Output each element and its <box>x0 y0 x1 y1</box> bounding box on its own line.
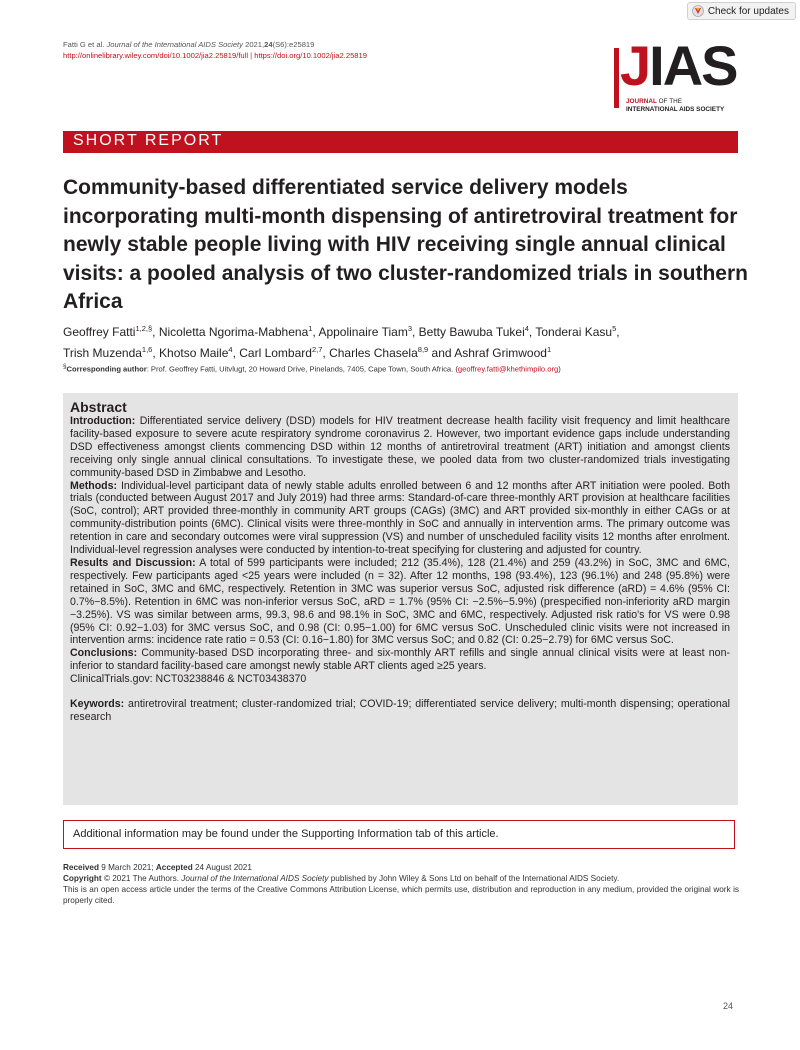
author: Betty Bawuba Tukei$^4$, <box>418 324 536 339</box>
abstract-content <box>70 399 730 724</box>
section-label: SHORT REPORT <box>73 132 224 149</box>
author: Geoffrey Fatti$^{1,2,\S}$, <box>63 324 159 339</box>
check-for-updates-label: Check for updates <box>707 5 789 17</box>
jias-logo <box>606 34 741 116</box>
supporting-info-text: Additional information may be found under the Supporting Information tab of this article. <box>73 828 499 840</box>
check-for-updates-button[interactable] <box>687 2 796 20</box>
link-separator: | <box>248 51 255 60</box>
logo-wordmark: JIAS <box>620 34 737 97</box>
citation-issue: (S6):e25819 <box>272 40 315 49</box>
author: Nicoletta Ngorima-Mabhena$^1$, <box>158 324 319 339</box>
author: Tonderai Kasu$^5$, <box>535 324 620 339</box>
crossmark-icon <box>692 5 704 17</box>
author: Trish Muzenda$^{1,6}$, <box>63 345 160 360</box>
corresponding-address: : Prof. Geoffrey Fatti, Uitvlugt, 20 Howard Drive, Pinelands, 7405, Cape Town, South Africa. ( <box>146 364 458 374</box>
copyright-line: Copyright © 2021 The Authors. Journal of the International AIDS Society published by John Wiley & Sons Ltd on behalf of the International AIDS Society. <box>63 874 620 883</box>
trial-registration: ClinicalTrials.gov: NCT03238846 & NCT03438370 <box>70 673 307 686</box>
author: Appolinaire Tiam$^3$, <box>318 324 419 339</box>
logo-subtitle: JOURNAL OF THE INTERNATIONAL AIDS SOCIETY <box>626 98 725 113</box>
citation-journal: Journal of the International AIDS Society <box>106 40 243 49</box>
article-url-link[interactable]: http://onlinelibrary.wiley.com/doi/10.1002/jia2.25819/full <box>63 51 249 60</box>
abstract-results: Results and Discussion: A total of 599 participants were included; 212 (35.4%), 128 (21.4%) and 259 (43.2%) in SoC, 3MC and 6MC, respectively. Few participants aged <25 years were included (n = 32). After 12 months, 198 (93.4%), 123 (96.1%) and 248 (95.8%) were retained in SoC, 3MC and 6MC, respectively. Retention in 3MC was superior versus SoC, adjusted risk difference (aRD) = 4.6% (95% CI: 0.7%−8.5%). Retention in 6MC was non-inferior versus SoC, aRD = 1.7% (95% CI: −2.5%−5.9%) (prespecified non-inferiority aRD margin −3.25%). VS was similar between arms, 99.3, 98.6 and 98.1% in SoC, 3MC and 6MC, respectively. Adjusted risk ratio's for VS were 0.98 (95% CI: 0.92−1.03) for 3MC versus SoC, and 0.98 (CI: 0.95−1.00) for 6MC versus SoC. Unscheduled clinic visits were not increased in intervention arms: incidence rate ratio = 0.53 (CI: 0.16−1.80) for 3MC versus SoC; and 0.82 (CI: 0.25−2.79) for 6MC versus SoC. <box>70 556 730 647</box>
doi-link[interactable]: https://doi.org/10.1002/jia2.25819 <box>254 51 367 60</box>
dates-line: Received 9 March 2021; Accepted 24 August 2021 <box>63 863 252 872</box>
corresponding-label: Corresponding author <box>66 364 147 374</box>
citation-links <box>63 50 367 61</box>
author: Ashraf Grimwood$^1$ <box>454 345 552 360</box>
keywords: Keywords: antiretroviral treatment; cluster-randomized trial; COVID-19; differentiated service delivery; multi-month dispensing; operational research <box>70 698 730 723</box>
logo-accent-bar <box>614 48 619 108</box>
supporting-info-notice <box>63 820 735 849</box>
citation-authors: Fatti G et al. <box>63 40 105 49</box>
article-title: Community-based differentiated service delivery models incorporating multi-month dispensing of antiretroviral treatment for newly stable people living with HIV receiving single annual clinical visits: a pooled analysis of two cluster-randomized trials in southern Africa <box>63 176 748 313</box>
author: Khotso Maile$^4$, <box>159 345 240 360</box>
page-number: 24 <box>723 1001 734 1011</box>
abstract-heading: Abstract <box>70 399 127 415</box>
corresponding-mark: § <box>63 363 67 370</box>
article-footer <box>63 862 739 906</box>
author: Carl Lombard$^{2,7}$, <box>239 345 330 360</box>
citation-line <box>63 39 367 50</box>
abstract-conclusions: Conclusions: Community-based DSD incorporating three- and six-monthly ART refills and single annual clinical visits were at least non-inferior to standard facility-based care amongst newly stable ART clients aged ≥25 years. <box>70 647 730 673</box>
author: Charles Chasela$^{8,9}$ and <box>329 345 455 360</box>
citation-year: 2021, <box>245 40 265 49</box>
abstract-box <box>63 393 738 805</box>
abstract-methods: Methods: Individual-level participant data of newly stable adults enrolled between 6 and 12 months after ART initiation were pooled. Both trials (conducted between August 2017 and July 2019) had three arms: Standard-of-care three-monthly ART provision at healthcare facilities (SoC, control); ART provided three-monthly in community ART groups (CAGs) (3MC) and ART provided six-monthly in either CAGs or at community-distribution points (6MC). Clinical visits were three-monthly in SoC and annually in intervention arms. The primary outcome was retention in care and secondary outcomes were viral suppression (VS) and number of unscheduled facility visits 12 months after enrolment. Individual-level regression analyses were conducted by intention-to-treat specifying for clustering and adjusted for country. <box>70 479 730 557</box>
citation-header <box>63 39 367 61</box>
corresponding-author: §Corresponding author: Prof. Geoffrey Fatti, Uitvlugt, 20 Howard Drive, Pinelands, 7405, Cape Town, South Africa. (geoffrey.fatti@khethimpilo.org) <box>63 363 561 374</box>
corresponding-email-link[interactable]: geoffrey.fatti@khethimpilo.org <box>457 364 559 374</box>
citation-volume: 24 <box>264 40 273 49</box>
section-banner <box>63 131 738 153</box>
license-text: This is an open access article under the terms of the Creative Commons Attribution License, which permits use, distribution and reproduction in any medium, provided the original work is properly cited. <box>63 885 739 905</box>
author-list <box>63 320 743 362</box>
abstract-introduction: Introduction: Differentiated service delivery (DSD) models for HIV treatment decrease health facility visit frequency and limit healthcare facility-based exposure to severe acute respiratory syndrome coronavirus 2. However, two important evidence gaps include understanding DSD effectiveness amongst clients commencing DSD within 12 months of antiretroviral treatment (ART) initiation and amongst clients receiving only single annual clinical consultations. To investigate these, we pooled data from two cluster-randomized trials investigating community-based DSD in Zimbabwe and Lesotho. <box>70 415 730 479</box>
